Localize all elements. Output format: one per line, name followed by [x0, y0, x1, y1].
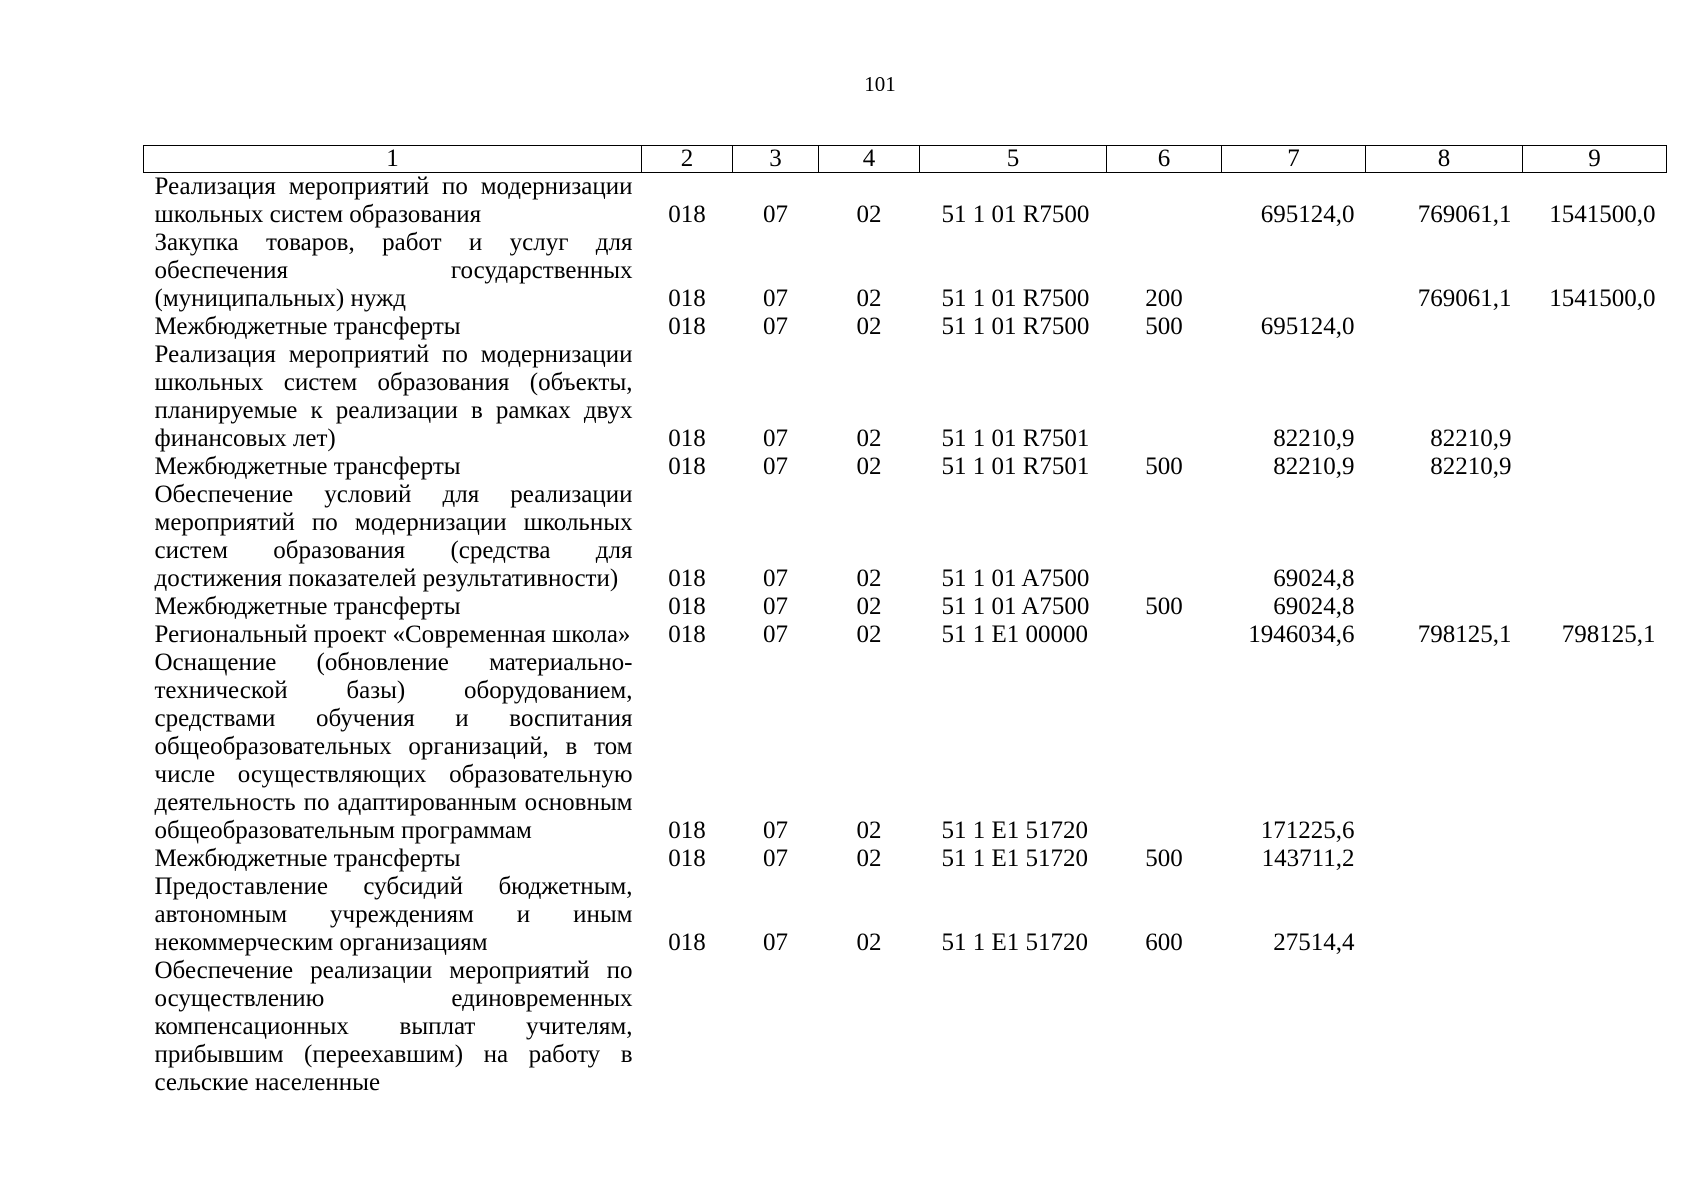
column-header: 7	[1222, 146, 1366, 173]
row-name: Региональный проект «Современная школа»	[154, 621, 631, 648]
budget-table	[143, 145, 1667, 1097]
row-name: Реализация мероприятий по модернизации школьных систем образования	[154, 173, 633, 228]
section-code: 07	[763, 453, 788, 480]
ministry-code: 018	[668, 565, 706, 592]
column-header: 2	[642, 146, 733, 173]
section-code: 07	[763, 593, 788, 620]
ministry-code: 018	[668, 817, 706, 844]
amount-col-8	[1366, 481, 1523, 593]
table-row	[144, 229, 1667, 313]
amount-col-9	[1523, 313, 1667, 341]
amount-col-9	[1523, 341, 1667, 453]
expense-type-code: 500	[1145, 313, 1183, 340]
table-row	[144, 873, 1667, 957]
table-row	[144, 453, 1667, 481]
table-row	[144, 649, 1667, 845]
target-article-code: 51 1 E1 51720	[941, 929, 1089, 956]
expense-type-code	[1107, 173, 1222, 230]
ministry-code: 018	[668, 453, 706, 480]
target-article-code: 51 1 01 R7501	[941, 425, 1090, 452]
amount-col-8: 769061,1	[1417, 201, 1512, 228]
amount-col-7: 695124,0	[1260, 313, 1355, 340]
amount-col-8	[1366, 593, 1523, 621]
column-header: 8	[1366, 146, 1523, 173]
ministry-code: 018	[668, 201, 706, 228]
section-code: 07	[763, 621, 788, 648]
amount-col-8	[1366, 957, 1523, 1097]
section-code: 07	[763, 425, 788, 452]
section-code: 07	[763, 201, 788, 228]
section-code: 07	[763, 929, 788, 956]
row-name: Обеспечение условий для реализации мероприятий по модернизации школьных систем образования (средства для достижения показателей результативности)	[154, 481, 633, 592]
column-header: 4	[819, 146, 920, 173]
table-row	[144, 313, 1667, 341]
amount-col-7: 82210,9	[1273, 453, 1355, 480]
amount-col-8	[1366, 873, 1523, 957]
column-header: 9	[1523, 146, 1667, 173]
page-number: 101	[864, 72, 896, 96]
ministry-code	[642, 957, 733, 1097]
table-row	[144, 845, 1667, 873]
target-article-code	[920, 957, 1107, 1097]
row-name: Оснащение (обновление материально-технической базы) оборудованием, средствами обучения и воспитания общеобразовательных организаций, в том числе осуществляющих образовательную деятельность по адаптированным основным общеобразовательным программам	[154, 649, 633, 844]
amount-col-9: 1541500,0	[1549, 285, 1656, 312]
target-article-code: 51 1 01 R7500	[941, 285, 1090, 312]
expense-type-code	[1107, 649, 1222, 845]
subsection-code	[819, 957, 920, 1097]
subsection-code: 02	[856, 313, 882, 340]
table-row	[144, 957, 1667, 1097]
target-article-code: 51 1 01 R7500	[941, 313, 1090, 340]
target-article-code: 51 1 E1 51720	[941, 845, 1089, 872]
row-name: Межбюджетные трансферты	[154, 453, 461, 480]
subsection-code: 02	[856, 593, 882, 620]
target-article-code: 51 1 01 R7500	[941, 201, 1090, 228]
subsection-code: 02	[856, 621, 882, 648]
amount-col-7: 695124,0	[1260, 201, 1355, 228]
amount-col-9	[1523, 873, 1667, 957]
ministry-code: 018	[668, 621, 706, 648]
section-code: 07	[763, 285, 788, 312]
amount-col-7: 69024,8	[1273, 593, 1355, 620]
subsection-code: 02	[856, 565, 882, 592]
amount-col-8	[1366, 313, 1523, 341]
amount-col-7	[1222, 957, 1366, 1097]
amount-col-7	[1222, 229, 1366, 313]
amount-col-9	[1523, 845, 1667, 873]
subsection-code: 02	[856, 285, 882, 312]
amount-col-7: 143711,2	[1261, 845, 1355, 872]
row-name: Реализация мероприятий по модернизации школьных систем образования (объекты, планируемые к реализации в рамках двух финансовых лет)	[154, 341, 633, 452]
amount-col-8: 798125,1	[1417, 621, 1512, 648]
expense-type-code: 500	[1145, 845, 1183, 872]
row-name: Межбюджетные трансферты	[154, 313, 461, 340]
section-code: 07	[763, 313, 788, 340]
ministry-code: 018	[668, 313, 706, 340]
target-article-code: 51 1 E1 51720	[941, 817, 1089, 844]
column-header: 5	[920, 146, 1107, 173]
ministry-code: 018	[668, 929, 706, 956]
target-article-code: 51 1 01 R7501	[941, 453, 1090, 480]
ministry-code: 018	[668, 425, 706, 452]
expense-type-code: 500	[1145, 593, 1183, 620]
target-article-code: 51 1 01 A7500	[941, 593, 1090, 620]
table-row	[144, 341, 1667, 453]
expense-type-code	[1107, 341, 1222, 453]
subsection-code: 02	[856, 817, 882, 844]
amount-col-7: 82210,9	[1273, 425, 1355, 452]
ministry-code: 018	[668, 593, 706, 620]
column-number-header	[144, 146, 1667, 173]
ministry-code: 018	[668, 845, 706, 872]
amount-col-8	[1366, 649, 1523, 845]
amount-col-9	[1523, 453, 1667, 481]
column-header: 6	[1107, 146, 1222, 173]
expense-type-code: 200	[1145, 285, 1183, 312]
expense-type-code	[1107, 481, 1222, 593]
subsection-code: 02	[856, 425, 882, 452]
amount-col-9	[1523, 593, 1667, 621]
expense-type-code: 500	[1145, 453, 1183, 480]
table-row	[144, 173, 1667, 230]
row-name: Предоставление субсидий бюджетным, автономным учреждениям и иным некоммерческим организациям	[154, 873, 633, 956]
table-row	[144, 481, 1667, 593]
section-code: 07	[763, 565, 788, 592]
amount-col-7: 171225,6	[1260, 817, 1355, 844]
section-code	[733, 957, 819, 1097]
amount-col-8: 769061,1	[1417, 285, 1512, 312]
subsection-code: 02	[856, 201, 882, 228]
subsection-code: 02	[856, 453, 882, 480]
ministry-code: 018	[668, 285, 706, 312]
expense-type-code	[1107, 957, 1222, 1097]
expense-type-code	[1107, 621, 1222, 649]
amount-col-8: 82210,9	[1430, 453, 1512, 480]
expense-type-code: 600	[1145, 929, 1183, 956]
amount-col-9	[1523, 957, 1667, 1097]
subsection-code: 02	[856, 845, 882, 872]
column-header: 1	[144, 146, 642, 173]
table-row	[144, 593, 1667, 621]
subsection-code: 02	[856, 929, 882, 956]
amount-col-7: 27514,4	[1273, 929, 1355, 956]
column-header: 3	[733, 146, 819, 173]
amount-col-8: 82210,9	[1430, 425, 1512, 452]
row-name: Закупка товаров, работ и услуг для обеспечения государственных (муниципальных) нужд	[154, 229, 633, 312]
target-article-code: 51 1 01 A7500	[941, 565, 1090, 592]
amount-col-8	[1366, 845, 1523, 873]
amount-col-9: 798125,1	[1561, 621, 1656, 648]
row-name: Обеспечение реализации мероприятий по осуществлению единовременных компенсационных выплат учителям, прибывшим (переехавшим) на работу в сельские населенные	[154, 957, 633, 1096]
amount-col-7: 1946034,6	[1248, 621, 1355, 648]
amount-col-7: 69024,8	[1273, 565, 1355, 592]
amount-col-9	[1523, 481, 1667, 593]
row-name: Межбюджетные трансферты	[154, 593, 461, 620]
amount-col-9	[1523, 649, 1667, 845]
amount-col-9: 1541500,0	[1549, 201, 1656, 228]
target-article-code: 51 1 E1 00000	[941, 621, 1089, 648]
table-row	[144, 621, 1667, 649]
section-code: 07	[763, 817, 788, 844]
section-code: 07	[763, 845, 788, 872]
row-name: Межбюджетные трансферты	[154, 845, 461, 872]
